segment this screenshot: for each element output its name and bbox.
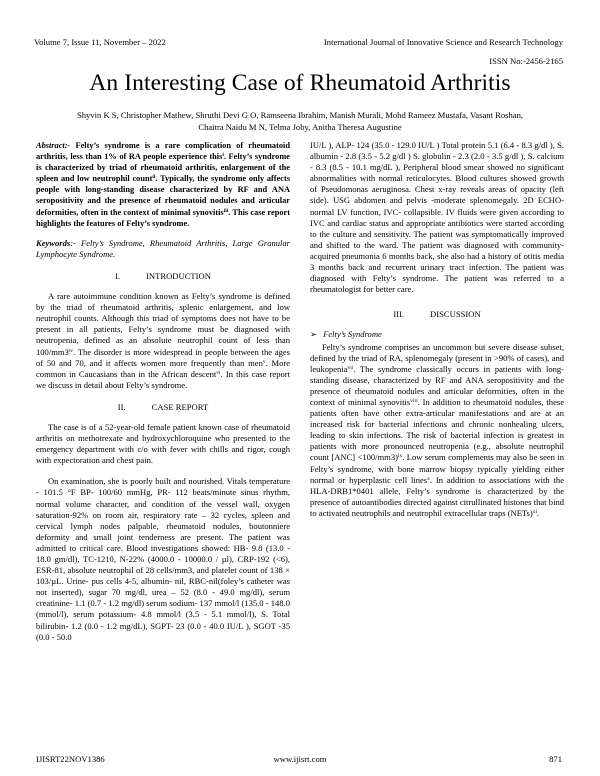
left-column	[36, 140, 290, 643]
section-heading-discussion	[310, 309, 564, 320]
paragraph-text: . In addition to associations with the HLA-DRB1*0401 allele, Felty’s syndrome is characterized by the presence of autoantibodies directed against citrullinated histones that bind to activated neutrophils and neutrophil extracellular traps (NETs)	[310, 474, 564, 518]
section-heading-introduction	[36, 271, 290, 282]
discussion-paragraph	[310, 342, 564, 520]
paragraph-text: . The disorder is more widespread in people between the ages of 50 and 70, and it affects women more frequently than men	[36, 346, 290, 368]
section-title: DISCUSSION	[430, 309, 481, 320]
paragraph-text: A rare autoimmune condition known as Felty’s syndrome is defined by the triad of rheumatoid arthritis, splenic enlargement, and low neutrophil counts. Although this triad of symptoms does not have to be present in all patients, Felty’s syndrome must be diagnosed with neutropenia, defined as an absolute neutrophil count of less than 100/mm3	[36, 291, 290, 357]
subheading-text: Felty’s Syndrome	[323, 329, 382, 340]
section-number: I.	[115, 270, 121, 281]
reference-marker: vi	[216, 369, 221, 376]
reference-marker: iii	[223, 207, 229, 214]
reference-marker: ix	[397, 453, 403, 460]
section-title: INTRODUCTION	[146, 270, 211, 281]
authors-line-2: Chaitra Naidu M N, Telma Joby, Anitha Theresa Augustine	[198, 121, 402, 132]
keywords-text: :- Felty’s Syndrome, Rheumatoid Arthritis, Large Granular Lymphocyte Syndrome.	[36, 237, 290, 259]
paragraph-text: . The syndrome classically occurs in patients with long-standing disease, characterized by RF and ANA seropositivity and the presence of rheumatoid nodules and articular deformities, often in the context of minimal synovitis	[310, 363, 564, 407]
paper-title: An Interesting Case of Rheumatoid Arthritis	[89, 70, 511, 96]
section-number: III.	[393, 309, 405, 320]
right-column	[310, 140, 564, 519]
keywords	[36, 238, 290, 260]
paragraph-text: . In addition to rheumatoid nodules, these patients often have other extra-articular manifestations and are at an increased risk for bacterial infections and chronic nonhealing ulcers, leading to skin infections. The risk of bacterial infection is greatest in patients with more pronounced neutropenia (e.g., absolute neutrophil count [ANC] <100/mm3)	[310, 396, 564, 463]
reference-marker: ii	[152, 174, 156, 181]
reference-marker: x	[427, 475, 430, 482]
reference-marker: v	[262, 358, 266, 365]
case-paragraph-1: The case is of a 52-year-old female patient known case of rheumatoid arthritis on methotrexate and hydroxychloroquine who presented to the emergency department with c/o with fever with chills and rigor, cough with expectoration and chest pain.	[36, 421, 290, 466]
abstract-label: Abstract:-	[36, 141, 71, 150]
reference-marker: vii	[347, 364, 354, 371]
paragraph-text: . More common in Caucasians than in the African descent	[36, 357, 290, 379]
reference-marker: i	[222, 152, 224, 159]
arrow-bullet-icon: ➢	[310, 329, 318, 340]
keywords-label: Keywords	[36, 237, 71, 248]
paragraph-text: Felty’s syndrome comprises an uncommon but severe disease subset, defined by the triad of RA, splenomegaly (present in >90% of cases), and leukopenia	[310, 341, 564, 374]
issn: ISSN No:-2456-2165	[489, 56, 563, 66]
case-paragraph-3: IU/L ), ALP- 124 (35.0 - 129.0 IU/L ) Total protein 5.1 (6.4 - 8.3 g/dl ), S. albumin - 2.8 (3.5 - 5.2 g/dl ) S. globulin - 2.3 (2.0 - 3.5 g/dl ), S. calcium - 8.3 (8.5 - 10.1 mg/dL ), Peripheral blood smear showed no significant abnormalities with normal reticulocytes. Blood cultures showed growth of Pseudomonas aeruginosa. Chest x-ray reveals areas of opacity (left side). USG abdomen and pelvis -moderate splenomegaly. 2D ECHO-normal LV function, IVC- collapsible. IV fluids were given according to IVC and cardiac status and appropriate antibiotics were started according to the culture and sensitivity. The patient was symptomatically improved and shifted to the ward. The patient was diagnosed with community-acquired pneumonia 6 months back, she also had a history of otitis media 3 months back and recurrent urinary tract infection. The patient was diagnosed with Felty’s syndrome. The patient was referred to a rheumatologist for better care.	[310, 140, 564, 295]
journal-url-link[interactable]: www.ijisrt.com	[273, 754, 327, 764]
journal-volume: Volume 7, Issue 11, November – 2022	[34, 37, 166, 47]
abstract-text: . Felty’s syndrome is characterized by triad of rheumatoid arthritis, enlargement of the spleen and low neutrophil count	[36, 152, 291, 184]
paragraph-text: . Low serum complements may also be seen in Felty’s syndrome, with bone marrow biopsy typically yielding either normal or hyperplastic cell lines	[310, 452, 564, 485]
abstract-text: . Typically, the syndrome only affects people with long-standing disease characterized by RF and ANA seropositivity and the presence of rheumatoid nodules and articular deformities, often in the context of minimal synovitis	[36, 174, 290, 217]
introduction-paragraph	[36, 291, 290, 391]
subheading-feltys-syndrome	[310, 329, 564, 340]
section-title: CASE REPORT	[151, 401, 209, 412]
author-list	[36, 110, 564, 133]
case-paragraph-2: On examination, she is poorly built and nourished. Vitals temperature - 101.5 °F BP- 100/60 mmHg, PR- 112 beats/minute sinus rhythm, normal volume character, and condition of the vessel wall, oxygen saturation-92% on room air, respiratory rate – 32 cycles, spleen and cervical lymph nodes palpable, rheumatoid nodules, boutonniere deformity and small joint tenderness are present. The patient was admitted to critical care. Blood investigations showed: HB- 9.8 (13.0 - 18.0 gm/dl), TC-1210, N-22% (4000.0 - 10000.0 / µl), CRP-192 (<6), ESR-81, absolute neutrophil of 28 cells/mm3, and platelet count of 138 × 103/µL. Urine- pus cells 4-5, albumin- nil, RBC-nil(foley’s catheter was not inserted), sugar 70 mg/dl, urea – 52 (8.0 - 49.0 mg/dl), serum creatinine- 1.1 (0.7 - 1.2 mg/dl) serum sodium- 137 mmol/l (135.0 - 148.0 (mmol/l), serum potassium- 4.8 mmol/l (3.5 - 5.1 mmol/l), S. Total bilirubin- 1.2 (0.0 - 1.2 mg/dL), SGPT- 23 (0.0 - 40.0 IU/L ), SGOT -35 (0.0 - 50.0	[36, 476, 290, 642]
reference-marker: xi	[532, 508, 538, 515]
paragraph-text: .	[537, 507, 540, 518]
section-heading-case-report	[36, 402, 290, 413]
authors-line-1: Shyvin K S, Christopher Mathew, Shruthi Devi G O, Ramseena Ibrahim, Manish Murali, Mohd Rameez Mustafa, Vasant Roshan,	[76, 110, 524, 120]
abstract	[36, 140, 290, 229]
section-number: II.	[117, 401, 126, 412]
journal-name: International Journal of Innovative Science and Research Technology	[323, 37, 563, 47]
paper-id: IJISRT22NOV1386	[36, 754, 105, 764]
paragraph-text: . In this case report we discuss in detail about Felty’s syndrome.	[36, 368, 290, 390]
reference-marker: viii	[410, 397, 418, 404]
reference-marker: iv	[68, 347, 74, 354]
abstract-text: Felty’s syndrome is a rare complication of rheumatoid arthritis, less than 1% of RA people experience this	[36, 141, 290, 162]
abstract-text: . This case report highlights the features of Felty’s syndrome.	[36, 207, 290, 228]
page-number: 871	[549, 754, 562, 764]
